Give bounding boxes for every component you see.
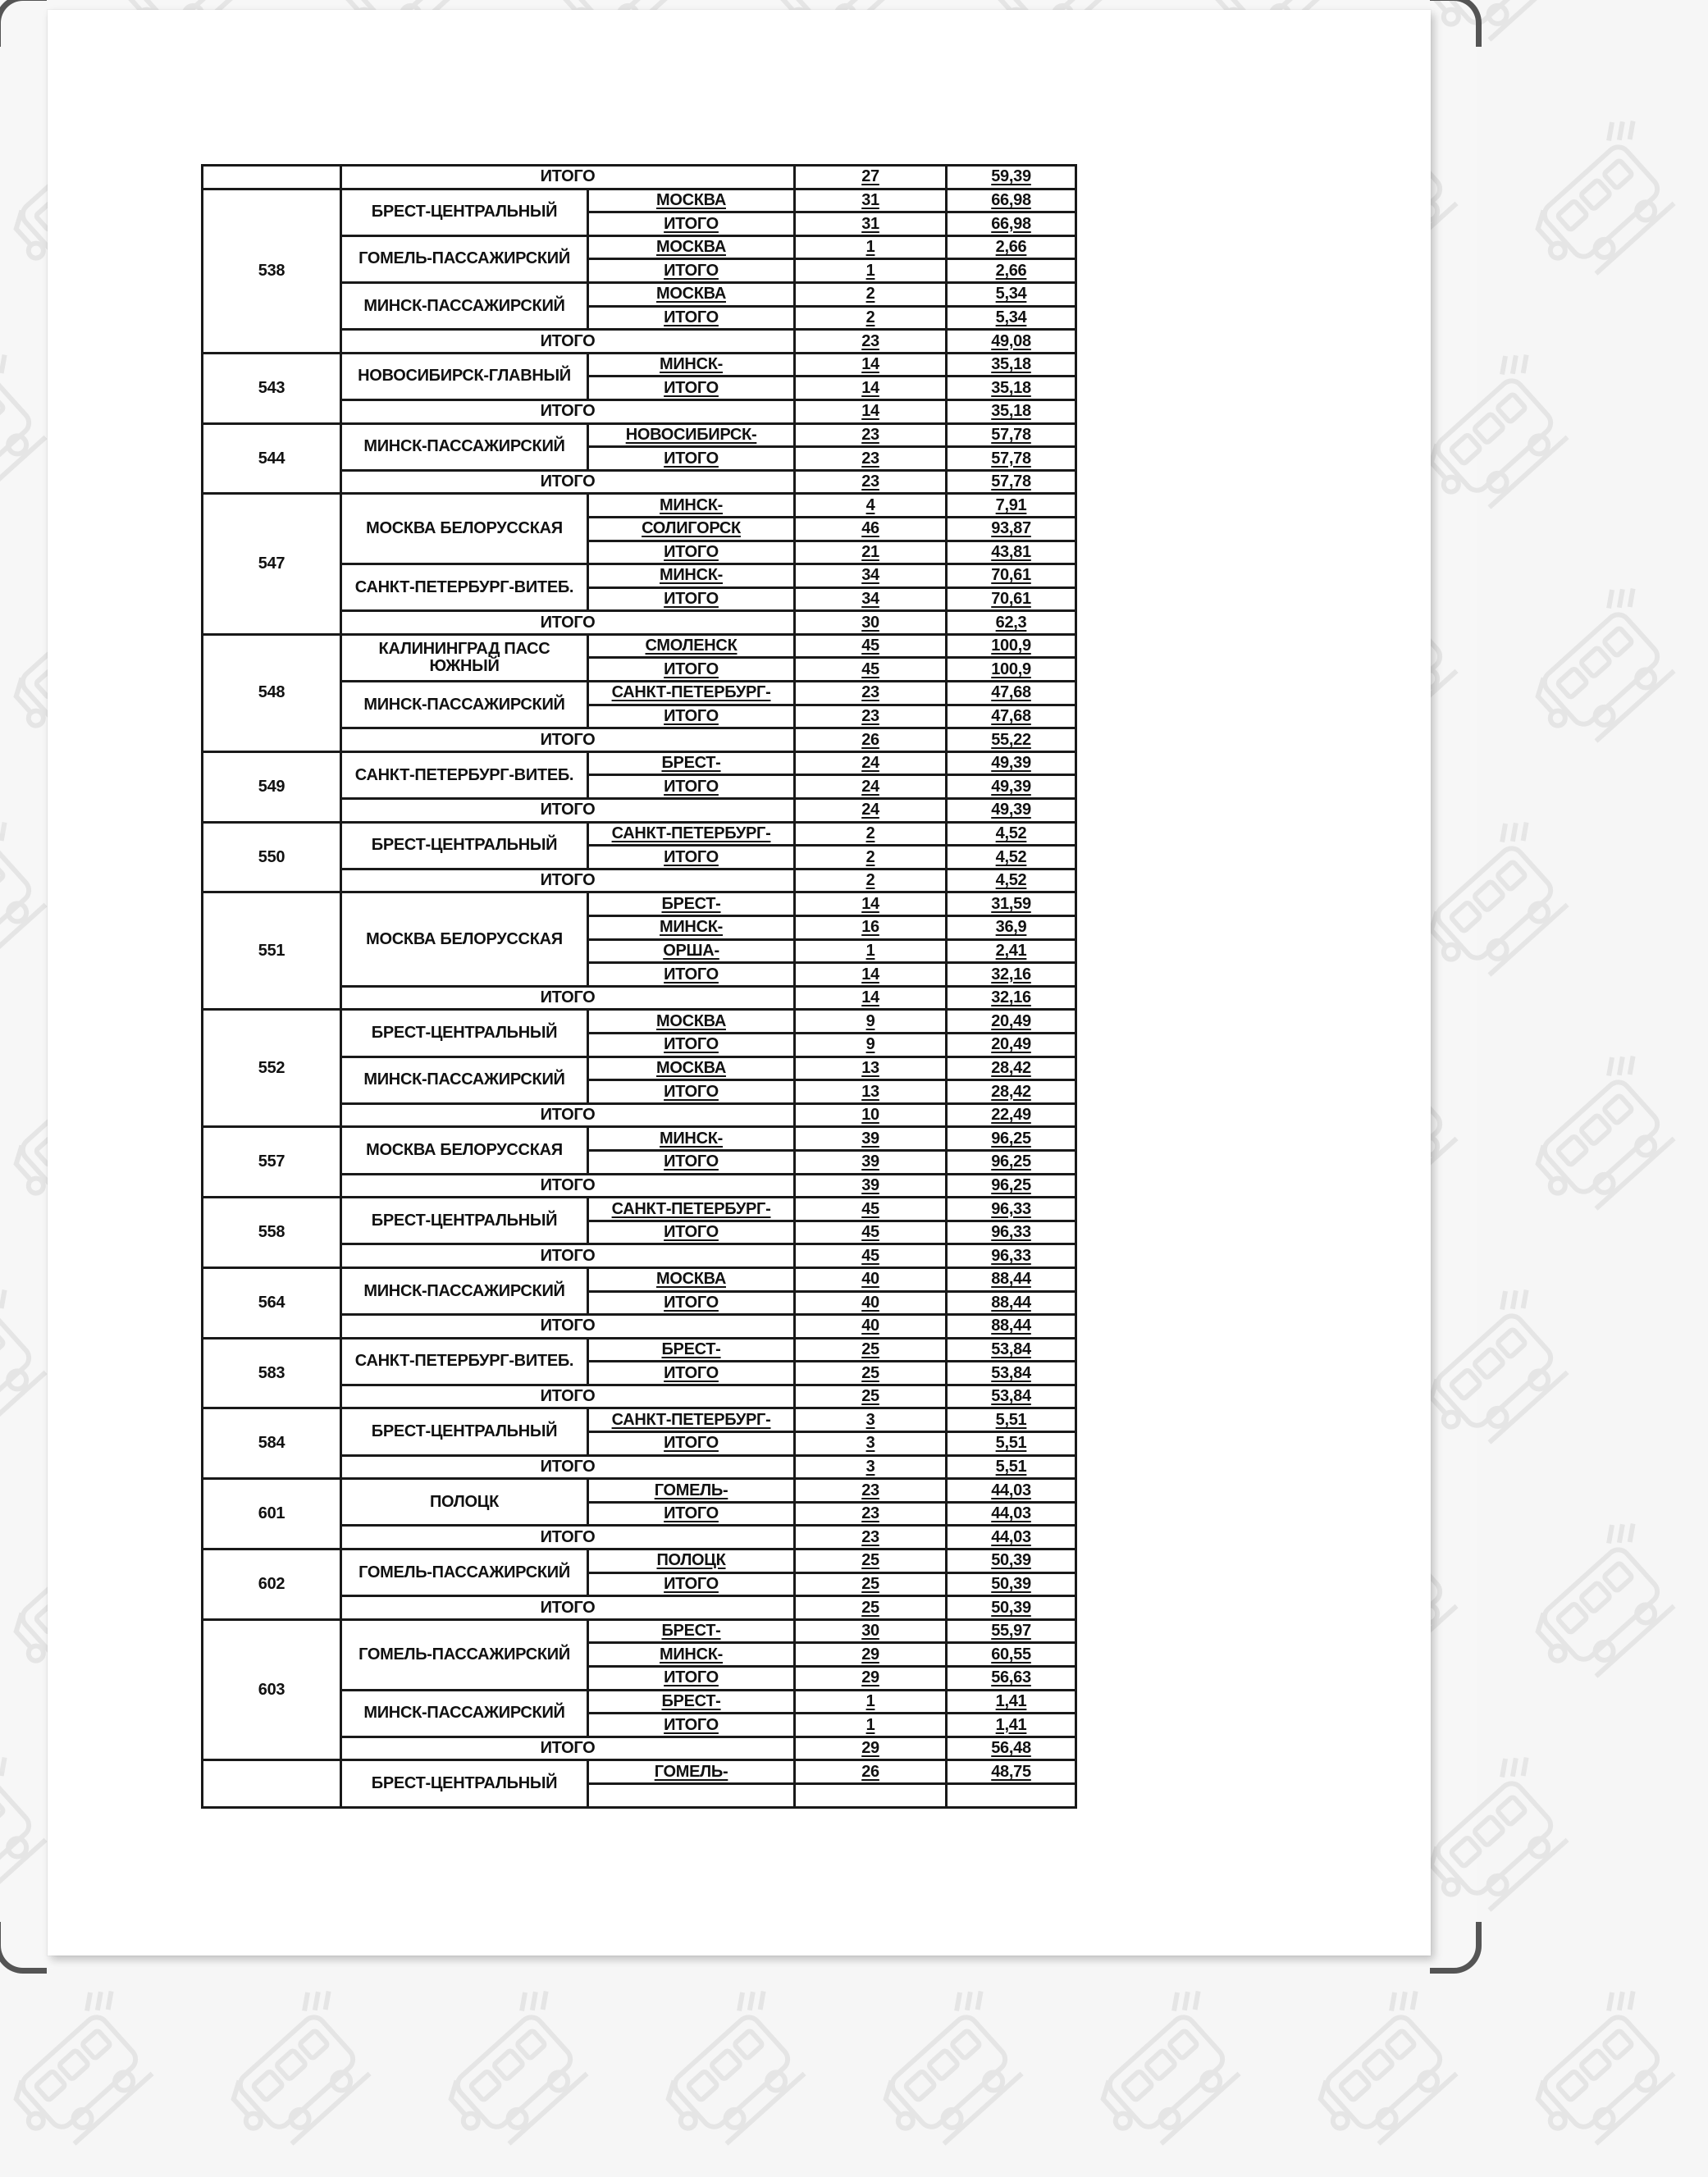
destination-cell: ИТОГО — [588, 1033, 795, 1057]
count-cell: 30 — [795, 611, 947, 635]
station-cell: МИНСК-ПАССАЖИРСКИЙ — [341, 1057, 588, 1103]
count-cell: 23 — [795, 1479, 947, 1503]
count-cell: 14 — [795, 399, 947, 423]
station-cell: ГОМЕЛЬ-ПАССАЖИРСКИЙ — [341, 235, 588, 282]
percent-cell: 53,84 — [947, 1338, 1076, 1362]
block-total-label: ИТОГО — [341, 799, 795, 823]
frame-corner-top-left — [0, 0, 47, 47]
train-icon — [1401, 809, 1602, 1007]
count-cell: 39 — [795, 1127, 947, 1151]
count-cell: 23 — [795, 1502, 947, 1526]
destination-cell: СМОЛЕНСК — [588, 634, 795, 658]
train-statistics-table — [201, 164, 1077, 1809]
block-total-label: ИТОГО — [341, 1103, 795, 1127]
percent-cell: 57,78 — [947, 423, 1076, 447]
destination-cell: МОСКВА — [588, 1057, 795, 1080]
station-cell: МИНСК-ПАССАЖИРСКИЙ — [341, 282, 588, 329]
destination-cell: ОРША- — [588, 939, 795, 963]
count-cell: 23 — [795, 705, 947, 728]
percent-cell: 5,51 — [947, 1432, 1076, 1456]
destination-cell: МОСКВА — [588, 1267, 795, 1291]
destination-cell: ИТОГО — [588, 541, 795, 564]
table-row — [203, 892, 1076, 916]
station-cell: САНКТ-ПЕТЕРБУРГ-ВИТЕБ. — [341, 1338, 588, 1385]
train-icon — [421, 1978, 622, 2176]
count-cell: 45 — [795, 658, 947, 682]
count-cell: 25 — [795, 1596, 947, 1620]
destination-cell: МИНСК- — [588, 353, 795, 377]
percent-cell: 100,9 — [947, 634, 1076, 658]
train-number-cell: 548 — [203, 634, 341, 751]
station-cell: ГОМЕЛЬ-ПАССАЖИРСКИЙ — [341, 1619, 588, 1690]
count-cell: 14 — [795, 963, 947, 987]
percent-cell: 66,98 — [947, 212, 1076, 236]
count-cell: 23 — [795, 330, 947, 354]
count-cell: 14 — [795, 353, 947, 377]
table-row — [203, 1479, 1076, 1503]
train-number-cell-cut — [203, 166, 341, 189]
destination-cell: САНКТ-ПЕТЕРБУРГ- — [588, 1408, 795, 1432]
percent-cell: 20,49 — [947, 1033, 1076, 1057]
count-cell: 30 — [795, 1619, 947, 1643]
count-cell: 25 — [795, 1362, 947, 1385]
table-row — [203, 166, 1076, 189]
table-row — [203, 1338, 1076, 1362]
destination-cell: ИТОГО — [588, 212, 795, 236]
percent-cell: 70,61 — [947, 564, 1076, 588]
train-number-cell: 557 — [203, 1127, 341, 1198]
train-icon — [1508, 1510, 1708, 1709]
percent-cell: 35,18 — [947, 399, 1076, 423]
count-cell: 1 — [795, 939, 947, 963]
destination-cell: САНКТ-ПЕТЕРБУРГ- — [588, 822, 795, 846]
count-cell: 21 — [795, 541, 947, 564]
percent-cell: 36,9 — [947, 916, 1076, 940]
count-cell: 26 — [795, 1760, 947, 1784]
station-cell: МОСКВА БЕЛОРУССКАЯ — [341, 1127, 588, 1174]
train-icon — [1508, 107, 1708, 306]
station-cell: МИНСК-ПАССАЖИРСКИЙ — [341, 423, 588, 470]
percent-cell: 53,84 — [947, 1385, 1076, 1408]
count-cell: 34 — [795, 564, 947, 588]
block-total-label: ИТОГО — [341, 166, 795, 189]
percent-cell: 5,51 — [947, 1408, 1076, 1432]
count-cell: 14 — [795, 986, 947, 1010]
percent-cell: 53,84 — [947, 1362, 1076, 1385]
destination-cell: ИТОГО — [588, 963, 795, 987]
count-cell: 2 — [795, 846, 947, 869]
percent-cell: 56,63 — [947, 1667, 1076, 1691]
station-cell: БРЕСТ-ЦЕНТРАЛЬНЫЙ — [341, 1760, 588, 1807]
percent-cell: 96,25 — [947, 1174, 1076, 1198]
station-cell: МИНСК-ПАССАЖИРСКИЙ — [341, 1267, 588, 1314]
block-total-label: ИТОГО — [341, 986, 795, 1010]
percent-cell: 2,66 — [947, 235, 1076, 259]
percent-cell: 66,98 — [947, 189, 1076, 212]
percent-cell: 56,48 — [947, 1737, 1076, 1760]
count-cell: 14 — [795, 892, 947, 916]
percent-cell: 2,41 — [947, 939, 1076, 963]
station-cell: МИНСК-ПАССАЖИРСКИЙ — [341, 1690, 588, 1737]
percent-cell: 49,39 — [947, 799, 1076, 823]
percent-cell: 31,59 — [947, 892, 1076, 916]
train-number-cell: 543 — [203, 353, 341, 423]
count-cell: 24 — [795, 775, 947, 799]
percent-cell: 49,39 — [947, 775, 1076, 799]
train-number-cell: 551 — [203, 892, 341, 1010]
station-cell: САНКТ-ПЕТЕРБУРГ-ВИТЕБ. — [341, 564, 588, 611]
destination-cell: ИТОГО — [588, 447, 795, 471]
destination-cell: ИТОГО — [588, 1221, 795, 1244]
count-cell: 23 — [795, 447, 947, 471]
percent-cell: 96,25 — [947, 1150, 1076, 1174]
count-cell: 3 — [795, 1432, 947, 1456]
percent-cell: 4,52 — [947, 846, 1076, 869]
count-cell: 40 — [795, 1267, 947, 1291]
count-cell: 25 — [795, 1572, 947, 1596]
table-row — [203, 1010, 1076, 1034]
train-icon — [1508, 575, 1708, 774]
train-icon — [203, 1978, 404, 2176]
percent-cell: 1,41 — [947, 1690, 1076, 1714]
block-total-label: ИТОГО — [341, 611, 795, 635]
destination-cell: ИТОГО — [588, 1714, 795, 1737]
table-row — [203, 1127, 1076, 1151]
percent-cell: 60,55 — [947, 1643, 1076, 1667]
count-cell: 29 — [795, 1643, 947, 1667]
block-total-label: ИТОГО — [341, 1385, 795, 1408]
count-cell: 14 — [795, 377, 947, 400]
count-cell: 9 — [795, 1033, 947, 1057]
percent-cell: 44,03 — [947, 1479, 1076, 1503]
count-cell: 29 — [795, 1667, 947, 1691]
destination-cell: БРЕСТ- — [588, 892, 795, 916]
count-cell: 16 — [795, 916, 947, 940]
destination-cell: ИТОГО — [588, 775, 795, 799]
train-number-cell: 544 — [203, 423, 341, 494]
destination-cell: ГОМЕЛЬ- — [588, 1479, 795, 1503]
percent-cell: 28,42 — [947, 1057, 1076, 1080]
count-cell: 25 — [795, 1385, 947, 1408]
frame-corner-bottom-left — [0, 1922, 47, 1974]
count-cell: 39 — [795, 1174, 947, 1198]
frame-corner-top-right — [1430, 0, 1482, 47]
station-cell: БРЕСТ-ЦЕНТРАЛЬНЫЙ — [341, 189, 588, 235]
destination-cell: ИТОГО — [588, 1667, 795, 1691]
destination-cell: МИНСК- — [588, 916, 795, 940]
train-icon — [1073, 1978, 1274, 2176]
destination-cell: МИНСК- — [588, 1643, 795, 1667]
table-row — [203, 1619, 1076, 1643]
percent-cell: 49,39 — [947, 751, 1076, 775]
percent-cell: 5,51 — [947, 1455, 1076, 1479]
count-cell: 4 — [795, 494, 947, 518]
count-cell: 40 — [795, 1315, 947, 1339]
percent-cell: 70,61 — [947, 587, 1076, 611]
count-cell: 45 — [795, 1221, 947, 1244]
count-cell: 10 — [795, 1103, 947, 1127]
destination-cell: ИТОГО — [588, 259, 795, 283]
destination-cell: ИТОГО — [588, 306, 795, 330]
percent-cell: 88,44 — [947, 1291, 1076, 1315]
table-row — [203, 1760, 1076, 1784]
train-number-cell: 550 — [203, 822, 341, 892]
percent-cell: 44,03 — [947, 1502, 1076, 1526]
train-number-cell: 558 — [203, 1198, 341, 1268]
table-row — [203, 353, 1076, 377]
percent-cell: 28,42 — [947, 1080, 1076, 1104]
count-cell: 40 — [795, 1291, 947, 1315]
destination-cell: ПОЛОЦК — [588, 1549, 795, 1573]
count-cell: 23 — [795, 682, 947, 705]
count-cell: 23 — [795, 470, 947, 494]
percent-cell: 35,18 — [947, 377, 1076, 400]
destination-cell — [588, 1783, 795, 1807]
count-cell: 45 — [795, 1244, 947, 1268]
destination-cell: ИТОГО — [588, 1432, 795, 1456]
table-row — [203, 822, 1076, 846]
percent-cell: 57,78 — [947, 470, 1076, 494]
train-number-cell: 538 — [203, 189, 341, 353]
destination-cell: БРЕСТ- — [588, 751, 795, 775]
table-row — [203, 1549, 1076, 1573]
percent-cell — [947, 1783, 1076, 1807]
train-number-cell: 584 — [203, 1408, 341, 1479]
percent-cell: 96,25 — [947, 1127, 1076, 1151]
count-cell: 25 — [795, 1338, 947, 1362]
train-icon — [1401, 1276, 1602, 1475]
table-row — [203, 189, 1076, 212]
percent-cell: 50,39 — [947, 1572, 1076, 1596]
block-total-label: ИТОГО — [341, 1526, 795, 1549]
train-number-cell: 603 — [203, 1619, 341, 1760]
count-cell: 2 — [795, 306, 947, 330]
table-row — [203, 423, 1076, 447]
destination-cell: ИТОГО — [588, 1502, 795, 1526]
percent-cell: 62,3 — [947, 611, 1076, 635]
count-cell: 13 — [795, 1080, 947, 1104]
count-cell: 1 — [795, 259, 947, 283]
train-number-cell: 547 — [203, 494, 341, 635]
block-total-label: ИТОГО — [341, 728, 795, 752]
percent-cell: 96,33 — [947, 1198, 1076, 1221]
percent-cell: 47,68 — [947, 705, 1076, 728]
percent-cell: 7,91 — [947, 494, 1076, 518]
percent-cell: 35,18 — [947, 353, 1076, 377]
count-cell: 9 — [795, 1010, 947, 1034]
train-number-cell: 564 — [203, 1267, 341, 1338]
station-cell: САНКТ-ПЕТЕРБУРГ-ВИТЕБ. — [341, 751, 588, 798]
train-number-cell: 601 — [203, 1479, 341, 1549]
percent-cell: 5,34 — [947, 282, 1076, 306]
percent-cell: 88,44 — [947, 1267, 1076, 1291]
count-cell: 23 — [795, 1526, 947, 1549]
percent-cell: 50,39 — [947, 1549, 1076, 1573]
percent-cell: 47,68 — [947, 682, 1076, 705]
block-total-label: ИТОГО — [341, 399, 795, 423]
train-icon — [1508, 1978, 1708, 2176]
count-cell: 23 — [795, 423, 947, 447]
percent-cell: 32,16 — [947, 963, 1076, 987]
train-icon — [1508, 1043, 1708, 1241]
count-cell: 45 — [795, 1198, 947, 1221]
count-cell: 45 — [795, 634, 947, 658]
train-number-cell: 552 — [203, 1010, 341, 1127]
percent-cell: 43,81 — [947, 541, 1076, 564]
schedule-table-container — [201, 164, 1078, 1793]
station-cell: МОСКВА БЕЛОРУССКАЯ — [341, 494, 588, 564]
percent-cell: 88,44 — [947, 1315, 1076, 1339]
count-cell — [795, 1783, 947, 1807]
count-cell: 1 — [795, 1714, 947, 1737]
count-cell: 2 — [795, 869, 947, 892]
train-icon — [1401, 341, 1602, 540]
train-number-cell: 549 — [203, 751, 341, 822]
destination-cell: ИТОГО — [588, 377, 795, 400]
count-cell: 13 — [795, 1057, 947, 1080]
percent-cell: 93,87 — [947, 517, 1076, 541]
count-cell: 3 — [795, 1455, 947, 1479]
destination-cell: ИТОГО — [588, 1080, 795, 1104]
destination-cell: ИТОГО — [588, 1572, 795, 1596]
destination-cell: БРЕСТ- — [588, 1690, 795, 1714]
scanned-page — [48, 10, 1431, 1956]
percent-cell: 100,9 — [947, 658, 1076, 682]
destination-cell: САНКТ-ПЕТЕРБУРГ- — [588, 1198, 795, 1221]
count-cell: 46 — [795, 517, 947, 541]
station-cell: КАЛИНИНГРАД ПАСС ЮЖНЫЙ — [341, 634, 588, 681]
percent-cell: 4,52 — [947, 869, 1076, 892]
destination-cell: БРЕСТ- — [588, 1338, 795, 1362]
block-total-label: ИТОГО — [341, 470, 795, 494]
count-cell: 27 — [795, 166, 947, 189]
block-total-label: ИТОГО — [341, 1737, 795, 1760]
destination-cell: МИНСК- — [588, 494, 795, 518]
station-cell: ГОМЕЛЬ-ПАССАЖИРСКИЙ — [341, 1549, 588, 1596]
count-cell: 2 — [795, 822, 947, 846]
table-row — [203, 751, 1076, 775]
train-icon — [856, 1978, 1057, 2176]
block-total-label: ИТОГО — [341, 1596, 795, 1620]
percent-cell: 48,75 — [947, 1760, 1076, 1784]
percent-cell: 50,39 — [947, 1596, 1076, 1620]
percent-cell: 55,22 — [947, 728, 1076, 752]
count-cell: 24 — [795, 751, 947, 775]
percent-cell: 2,66 — [947, 259, 1076, 283]
destination-cell: БРЕСТ- — [588, 1619, 795, 1643]
count-cell: 31 — [795, 189, 947, 212]
percent-cell: 4,52 — [947, 822, 1076, 846]
count-cell: 26 — [795, 728, 947, 752]
train-number-cell: 583 — [203, 1338, 341, 1408]
train-number-cell-cut — [203, 1760, 341, 1807]
percent-cell: 32,16 — [947, 986, 1076, 1010]
block-total-label: ИТОГО — [341, 330, 795, 354]
percent-cell: 57,78 — [947, 447, 1076, 471]
percent-cell: 96,33 — [947, 1221, 1076, 1244]
table-row — [203, 634, 1076, 658]
percent-cell: 5,34 — [947, 306, 1076, 330]
train-icon — [0, 1978, 186, 2176]
destination-cell: МОСКВА — [588, 235, 795, 259]
count-cell: 25 — [795, 1549, 947, 1573]
destination-cell: ИТОГО — [588, 1291, 795, 1315]
destination-cell: МИНСК- — [588, 1127, 795, 1151]
station-cell: БРЕСТ-ЦЕНТРАЛЬНЫЙ — [341, 1408, 588, 1455]
count-cell: 31 — [795, 212, 947, 236]
destination-cell: ИТОГО — [588, 658, 795, 682]
station-cell: БРЕСТ-ЦЕНТРАЛЬНЫЙ — [341, 1010, 588, 1057]
count-cell: 34 — [795, 587, 947, 611]
percent-cell: 49,08 — [947, 330, 1076, 354]
count-cell: 3 — [795, 1408, 947, 1432]
percent-cell: 55,97 — [947, 1619, 1076, 1643]
station-cell: МИНСК-ПАССАЖИРСКИЙ — [341, 682, 588, 728]
table-row — [203, 1198, 1076, 1221]
destination-cell: НОВОСИБИРСК- — [588, 423, 795, 447]
count-cell: 1 — [795, 1690, 947, 1714]
station-cell: БРЕСТ-ЦЕНТРАЛЬНЫЙ — [341, 822, 588, 869]
table-row — [203, 1408, 1076, 1432]
percent-cell: 20,49 — [947, 1010, 1076, 1034]
destination-cell: ИТОГО — [588, 1362, 795, 1385]
station-cell: ПОЛОЦК — [341, 1479, 588, 1526]
destination-cell: ГОМЕЛЬ- — [588, 1760, 795, 1784]
count-cell: 2 — [795, 282, 947, 306]
station-cell: БРЕСТ-ЦЕНТРАЛЬНЫЙ — [341, 1198, 588, 1244]
train-icon — [1401, 1744, 1602, 1942]
destination-cell: ИТОГО — [588, 587, 795, 611]
train-number-cell: 602 — [203, 1549, 341, 1620]
destination-cell: САНКТ-ПЕТЕРБУРГ- — [588, 682, 795, 705]
station-cell: НОВОСИБИРСК-ГЛАВНЫЙ — [341, 353, 588, 399]
destination-cell: ИТОГО — [588, 705, 795, 728]
block-total-label: ИТОГО — [341, 869, 795, 892]
destination-cell: МОСКВА — [588, 1010, 795, 1034]
block-total-label: ИТОГО — [341, 1455, 795, 1479]
block-total-label: ИТОГО — [341, 1244, 795, 1268]
destination-cell: ИТОГО — [588, 1150, 795, 1174]
table-row — [203, 494, 1076, 518]
destination-cell: ИТОГО — [588, 846, 795, 869]
block-total-label: ИТОГО — [341, 1174, 795, 1198]
destination-cell: МОСКВА — [588, 189, 795, 212]
station-cell: МОСКВА БЕЛОРУССКАЯ — [341, 892, 588, 986]
train-icon — [638, 1978, 839, 2176]
percent-cell: 59,39 — [947, 166, 1076, 189]
train-icon — [1290, 1978, 1491, 2176]
percent-cell: 44,03 — [947, 1526, 1076, 1549]
destination-cell: МИНСК- — [588, 564, 795, 588]
percent-cell: 1,41 — [947, 1714, 1076, 1737]
percent-cell: 22,49 — [947, 1103, 1076, 1127]
block-total-label: ИТОГО — [341, 1315, 795, 1339]
table-row — [203, 1267, 1076, 1291]
destination-cell: СОЛИГОРСК — [588, 517, 795, 541]
count-cell: 29 — [795, 1737, 947, 1760]
count-cell: 1 — [795, 235, 947, 259]
count-cell: 24 — [795, 799, 947, 823]
destination-cell: МОСКВА — [588, 282, 795, 306]
count-cell: 39 — [795, 1150, 947, 1174]
percent-cell: 96,33 — [947, 1244, 1076, 1268]
